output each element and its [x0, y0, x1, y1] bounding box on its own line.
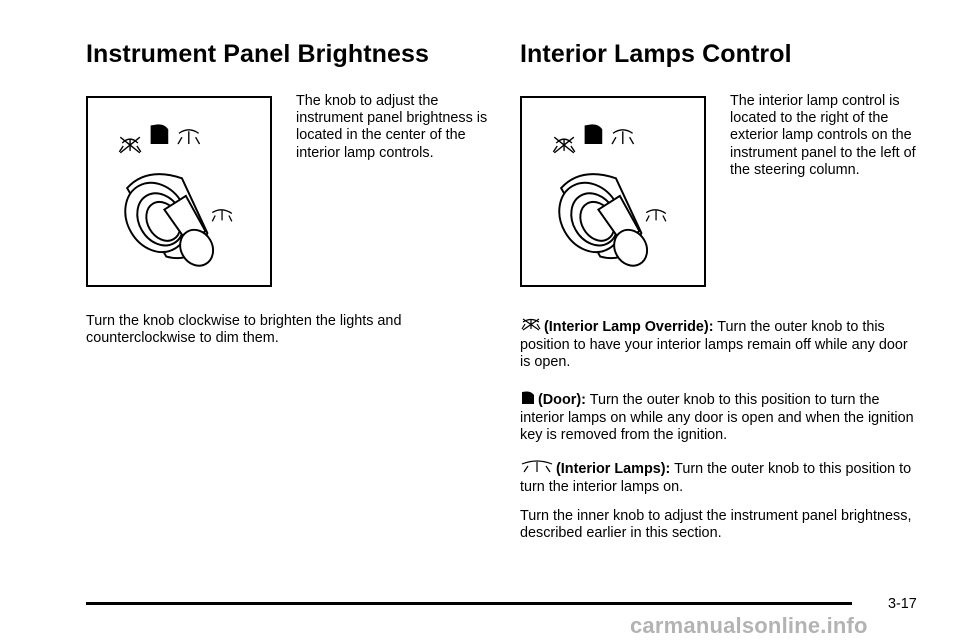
item-interior-lamp-override — [520, 318, 920, 372]
interior-lamp-override-icon — [520, 318, 542, 337]
door-icon — [520, 390, 536, 410]
section-title-instrument-panel-brightness: Instrument Panel Brightness — [86, 40, 430, 68]
item-text: Turn the outer knob to this position to have your interior lamps remain off while any door is open. — [520, 319, 908, 371]
term-label: (Interior Lamps): — [556, 461, 671, 477]
page-number: 3-17 — [888, 596, 917, 612]
footer-rule — [86, 602, 852, 605]
term-label: (Interior Lamp Override): — [544, 319, 714, 335]
body-text: Turn the knob clockwise to brighten the lights and counterclockwise to dim them. — [86, 313, 402, 347]
watermark: carmanualsonline.info — [630, 613, 868, 638]
lamp-control-knob-icon — [522, 98, 704, 285]
side-text: The interior lamp control is located to the right of the exterior lamp controls on the instrument panel to the left of the steering column. — [730, 93, 916, 178]
item-door — [520, 390, 920, 445]
item-interior-lamps — [520, 460, 920, 496]
term-label: (Door): — [538, 392, 586, 408]
interior-lamps-icon — [520, 460, 554, 479]
lamp-control-knob-icon — [88, 98, 270, 285]
side-text: The knob to adjust the instrument panel brightness is located in the center of the interior lamp controls. — [296, 93, 488, 161]
closing-text: Turn the inner knob to adjust the instrument panel brightness, described earlier in this section. — [520, 508, 912, 542]
item-text: Turn the outer knob to this position to turn the interior lamps on. — [520, 461, 912, 496]
item-text: Turn the outer knob to this position to turn the interior lamps on while any door is open and when the ignition key is removed from the ignition. — [520, 392, 914, 444]
lamp-control-illustration — [520, 96, 706, 287]
section-title-interior-lamps-control: Interior Lamps Control — [520, 40, 792, 68]
knob-illustration — [86, 96, 272, 287]
